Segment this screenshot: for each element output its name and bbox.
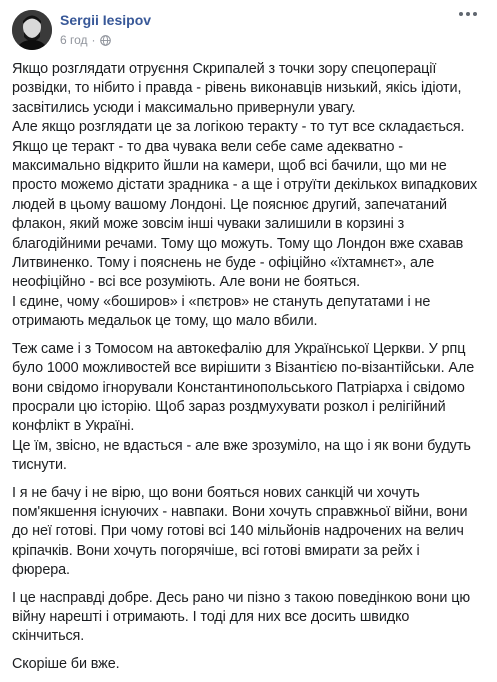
post-paragraph: Скоріше би вже. xyxy=(12,655,120,672)
more-options-icon[interactable] xyxy=(459,12,477,22)
globe-icon xyxy=(100,35,111,46)
separator-dot: · xyxy=(91,33,96,47)
post-body xyxy=(12,60,480,682)
post-paragraph: Теж саме і з Томосом на автокефалію для Української Церкви. У рпц було 1000 можливостей все вирішити з Візантією по-візантійськи. Але вони свідомо ігнорували Константинопольського Патріарха і свідомо просрали цю історію. Щоб зараз роздмухувати розкол і релігійний конфлікт в Україні. Це їм, звісно, не вдасться - але вже зрозуміло, на що і як вони будуть тиснути. xyxy=(12,340,475,474)
post-paragraph: І я не бачу і не вірю, що вони бояться нових санкцій чи хочуть пом'якшення існуючих - навпаки. Вони хочуть справжньої війни, вони до неї готові. При чому готові всі 140 мільйонів надрочених на велич кріпачків. Вони хочуть погорячіше, всі готові вмирати за рейх і фюрера. xyxy=(12,484,468,579)
avatar-photo xyxy=(12,10,52,50)
post-time[interactable]: 6 год xyxy=(60,33,88,47)
post-paragraph: І це насправді добре. Десь рано чи пізно з такою поведінкою вони цю війну нарешті і отримають. І тоді для них все досить швидко скінчиться. xyxy=(12,589,471,645)
author-name[interactable]: Sergii Iesipov xyxy=(60,12,152,28)
post-paragraph: Якщо розглядати отруєння Скрипалей з точки зору спецоперації розвідки, то нібито і правда - рівень виконавців низький, якісь ідіоти, засвітились усюди і максимально привернули увагу. Але якщо розглядати це за логікою теракту - то тут все складається. Якщо це теракт - то два чувака вели себе саме адекватно - максимально відкрито йшли на камери, щоб всі бачили, що ми не просто можемо дістати зрадника - а ще і отруїти декількох випадкових людей в цьому вашому Лондоні. Це пояснює другий, запечатаний флакон, який може зовсім інші чуваки залишили в корзині з благодійними речами. Тому що можуть. Тому що Лондон вже схавав Литвиненко. Тому і пояснень не буде - офіційно «їхтамнєт», але неофіційно - всі все розуміють. Але вони не бояться. І єдине, чому «боширов» і «пєтров» не стануть депутатами і не отримають медальок це тому, що мало вбили. xyxy=(12,61,478,330)
post-meta xyxy=(60,33,111,47)
post-header xyxy=(0,0,497,56)
avatar[interactable] xyxy=(12,10,52,50)
